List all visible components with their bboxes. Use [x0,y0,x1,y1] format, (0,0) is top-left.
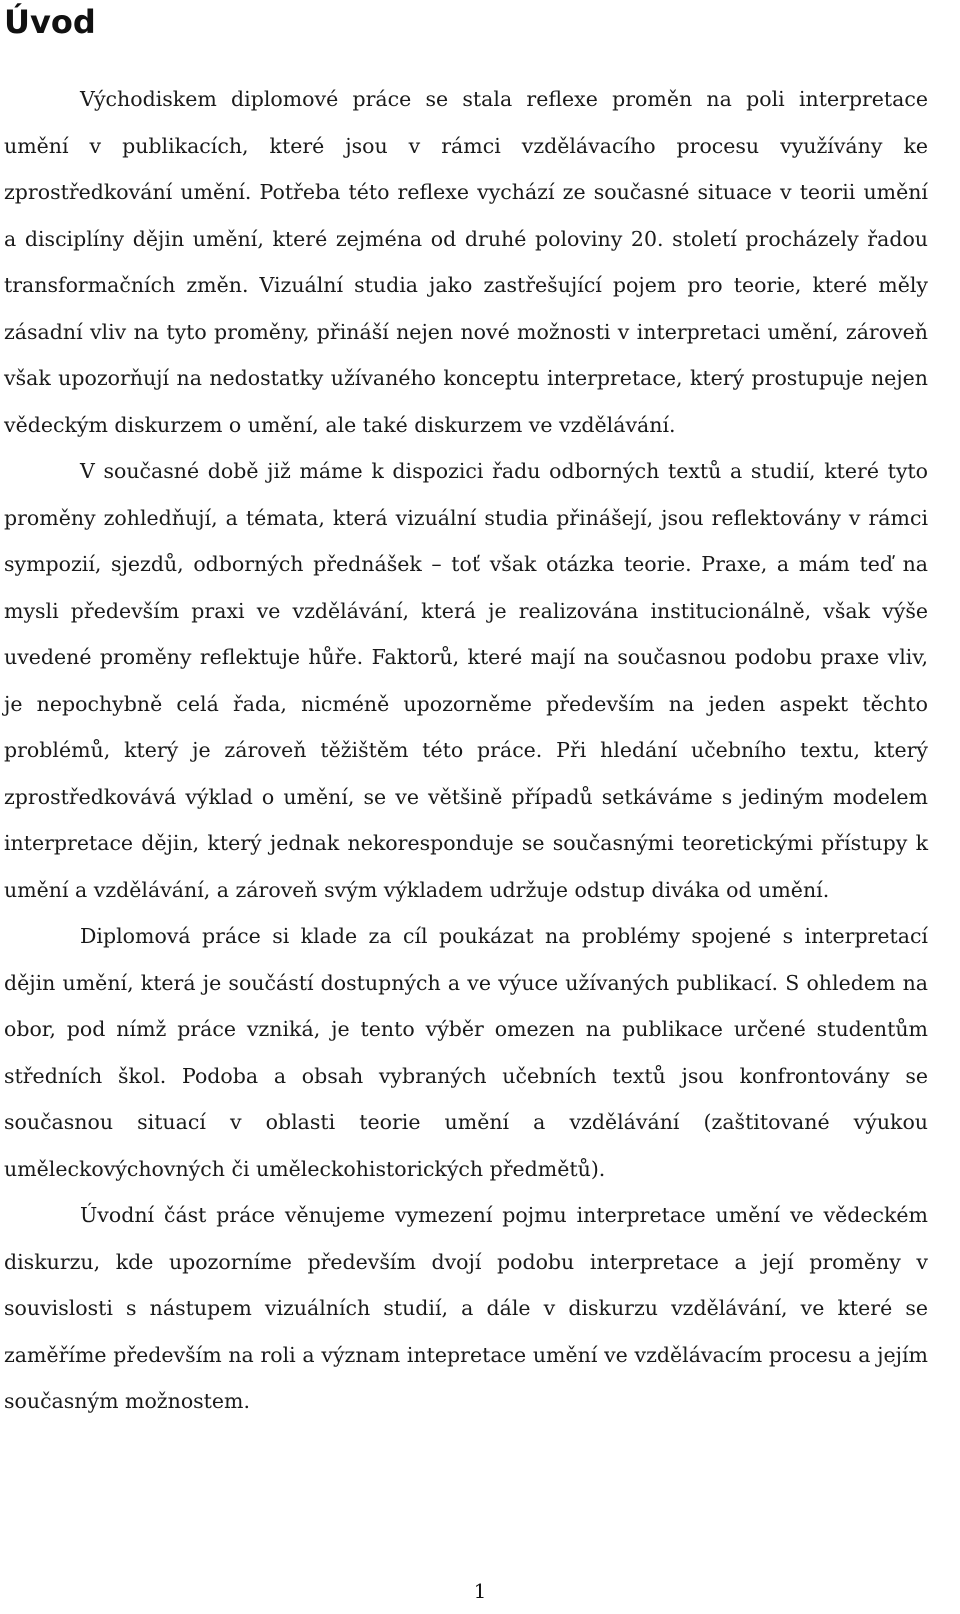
paragraph-3: Diplomová práce si klade za cíl poukázat na problémy spojené s interpretací dějin umění, která je součástí dostupných a ve výuce užívaných publikací. S ohledem na obor, pod nímž práce vzniká, je tento výběr omezen na publikace určené studentům středních škol. Podoba a obsah vybraných učebních textů jsou konfrontovány se současnou situací v oblasti teorie umění a vzdělávání (zaštitované výukou uměleckovýchovných či uměleckohistorických předmětů). [4,924,928,1181]
page-title: Úvod [4,3,96,41]
paragraph-4: Úvodní část práce věnujeme vymezení pojmu interpretace umění ve vědeckém diskurzu, kde upozorníme především dvojí podobu interpretace a její proměny v souvislosti s nástupem vizuálních studií, a dále v diskurzu vzdělávání, ve které se zaměříme především na roli a význam intepretace umění ve vzdělávacím procesu a jejím současným možnostem. [4,1203,928,1413]
page-number: 1 [473,1579,487,1603]
body-text [4,76,928,1425]
paragraph-2: V současné době již máme k dispozici řadu odborných textů a studií, které tyto proměny zohledňují, a témata, která vizuální studia přinášejí, jsou reflektovány v rámci sympozií, sjezdů, odborných přednášek – toť však otázka teorie. Praxe, a mám teď na mysli především praxi ve vzdělávání, která je realizována institucionálně, však výše uvedené proměny reflektuje hůře. Faktorů, které mají na současnou podobu praxe vliv, je nepochybně celá řada, nicméně upozorněme především na jeden aspekt těchto problémů, který je zároveň těžištěm této práce. Při hledání učebního textu, který zprostředkovává výklad o umění, se ve většině případů setkáváme s jediným modelem interpretace dějin, který jednak nekoresponduje se současnými teoretickými přístupy k umění a vzdělávání, a zároveň svým výkladem udržuje odstup diváka od umění. [4,459,928,902]
paragraph-1: Východiskem diplomové práce se stala reflexe proměn na poli interpretace umění v publikacích, které jsou v rámci vzdělávacího procesu využívány ke zprostředkování umění. Potřeba této reflexe vychází ze současné situace v teorii umění a disciplíny dějin umění, které zejména od druhé poloviny 20. století procházely řadou transformačních změn. Vizuální studia jako zastřešující pojem pro teorie, které měly zásadní vliv na tyto proměny, přináší nejen nové možnosti v interpretaci umění, zároveň však upozorňují na nedostatky užívaného konceptu interpretace, který prostupuje nejen vědeckým diskurzem o umění, ale také diskurzem ve vzdělávání. [4,87,928,437]
